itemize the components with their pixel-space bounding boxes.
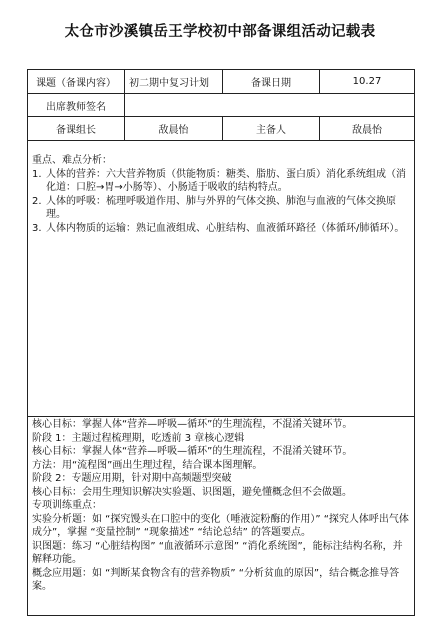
activity-line: 阶段 2：专题应用期，针对期中高频题型突破 (32, 473, 232, 484)
key-point-number: 3. (32, 222, 42, 234)
activity-line: 实验分析题：如 “探究馒头在口腔中的变化（唾液淀粉酶的作用）” “探究人体呼出气体成分”，掌握 “变量控制” “现象描述” “结论总结” 的答题要点。 (32, 513, 409, 538)
date-value: 10.27 (319, 70, 414, 93)
topic-label: 课题（备课内容） (36, 78, 116, 89)
activity-line: 识图题：练习 “心脏结构图” “血液循环示意图” “消化系统图”，能标注结构名称，并解释功能。 (32, 540, 403, 565)
activity-section (28, 417, 414, 615)
table-row-attendees (28, 94, 414, 117)
attendees-signatures (124, 94, 414, 116)
table-row-group (28, 117, 414, 141)
key-point-text: 人体的呼吸：梳理呼吸道作用、肺与外界的气体交换、肺泡与血液的气体交换原理。 (46, 195, 396, 220)
date-label: 备课日期 (222, 70, 319, 93)
table-row-topic (28, 70, 414, 94)
key-point-item (32, 168, 410, 195)
activity-line: 概念应用题：如 “判断某食物含有的营养物质” “分析贫血的原因”，结合概念推导答案。 (32, 567, 400, 592)
topic-value: 初二期中复习计划 (124, 70, 222, 93)
key-point-text: 人体的营养：六大营养物质（供能物质：糖类、脂肪、蛋白质）消化系统组成（消化道：口腔→胃→小肠等）、小肠适于吸收的结构特点。 (46, 168, 406, 193)
activity-line: 核心目标：掌握人体“营养—呼吸—循环”的生理流程，不混淆关键环节。 (32, 419, 353, 430)
presenter-label: 主备人 (222, 117, 319, 140)
key-points-section (28, 141, 414, 417)
attendees-label: 出席教师签名 (46, 101, 106, 113)
key-point-number: 1. (32, 168, 42, 180)
key-point-number: 2. (32, 195, 42, 207)
key-points-heading: 重点、难点分析： (32, 155, 112, 166)
activity-line: 阶段 1：主题过程梳理期，吃透前 3 章核心逻辑 (32, 432, 245, 444)
document-title: 太仓市沙溪镇岳王学校初中部备课组活动记载表 (64, 24, 376, 40)
key-point-text: 人体内物质的运输：熟记血液组成、心脏结构、血液循环路径（体循环/肺循环）。 (46, 222, 405, 234)
group-leader-label: 备课组长 (56, 125, 96, 136)
key-point-item (32, 195, 410, 222)
activity-line: 核心目标：掌握人体“营养—呼吸—循环”的生理流程，不混淆关键环节。 (32, 446, 353, 457)
activity-line: 方法：用“流程图”画出生理过程，结合课本图理解。 (32, 459, 263, 471)
activity-line: 核心目标：会用生理知识解决实验题、识图题，避免懂概念但不会做题。 (32, 486, 352, 498)
key-point-item (32, 222, 410, 236)
activity-line: 专项训练重点： (32, 500, 102, 511)
group-leader-value: 敌晨怡 (124, 117, 222, 140)
record-table (27, 69, 415, 616)
presenter-value: 敌晨怡 (319, 117, 414, 140)
